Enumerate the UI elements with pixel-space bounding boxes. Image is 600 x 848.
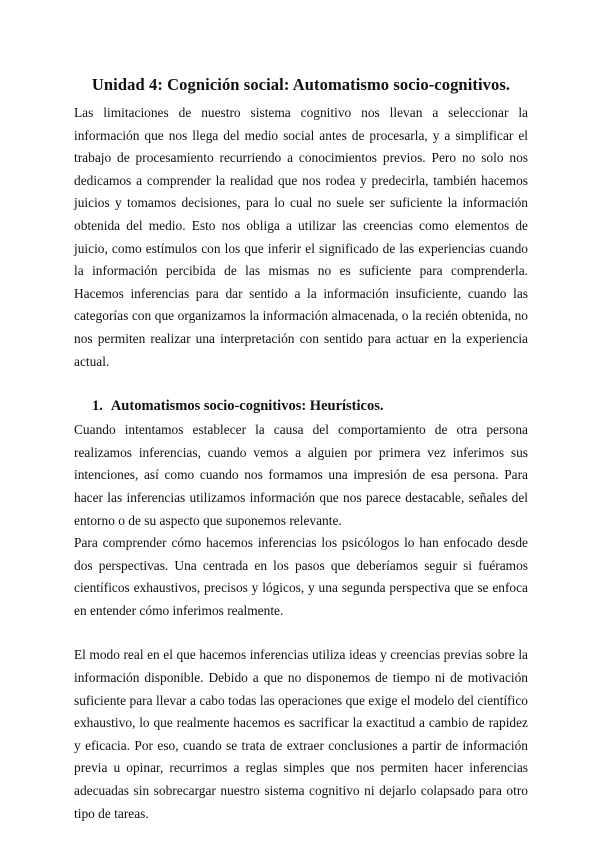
section-paragraph-2: Para comprender cómo hacemos inferencias los psicólogos lo han enfocado desde dos perspectivas. Una centrada en los pasos que deberíamos seguir si fuéramos científicos exhaustivos, precisos y lógicos, y una segunda perspectiva que se enfoca en entender cómo inferimos realmente. xyxy=(74,535,528,618)
section-heading-text: Automatismos socio-cognitivos: Heurísticos. xyxy=(110,398,384,415)
section-number: 1. xyxy=(92,398,103,415)
document-page xyxy=(74,74,528,825)
section-paragraph-3: El modo real en el que hacemos inferencias utiliza ideas y creencias previas sobre la información disponible. Debido a que no disponemos de tiempo ni de motivación suficiente para llevar a cabo todas las operaciones que exige el modelo del científico exhaustivo, lo que realmente hacemos es sacrificar la exactitud a cambio de rapidez y eficacia. Por eso, cuando se trata de extraer conclusiones a partir de información previa u opinar, recurrimos a reglas simples que nos permiten hacer inferencias adecuadas sin sobrecargar nuestro sistema cognitivo ni dejarlo colapsado para otro tipo de tareas. xyxy=(74,647,528,821)
paragraph-spacer xyxy=(74,622,528,644)
section-paragraph-1: Cuando intentamos establecer la causa del comportamiento de otra persona realizamos inferencias, cuando vemos a alguien por primera vez inferimos sus intenciones, así como cuando nos formamos una impresión de esa persona. Para hacer las inferencias utilizamos información que nos parece destacable, señales del entorno o de su aspecto que suponemos relevante. xyxy=(74,422,528,528)
section-heading xyxy=(92,395,528,417)
intro-paragraph: Las limitaciones de nuestro sistema cognitivo nos llevan a seleccionar la información que nos llega del medio social antes de procesarla, y a simplificar el trabajo de procesamiento recurriendo a conocimientos previos. Pero no solo nos dedicamos a comprender la realidad que nos rodea y predecirla, también hacemos juicios y tomamos decisiones, para lo cual no suele ser suficiente la información obtenida del medio. Esto nos obliga a utilizar las creencias como elementos de juicio, como estímulos con los que inferir el significado de las experiencias cuando la información percibida de las mismas no es suficiente para comprenderla. Hacemos inferencias para dar sentido a la información insuficiente, cuando las categorías con que organizamos la información almacenada, o la recién obtenida, no nos permiten realizar una interpretación con sentido para actuar en la experiencia actual. xyxy=(74,105,528,369)
page-title: Unidad 4: Cognición social: Automatismo socio-cognitivos. xyxy=(91,75,511,94)
